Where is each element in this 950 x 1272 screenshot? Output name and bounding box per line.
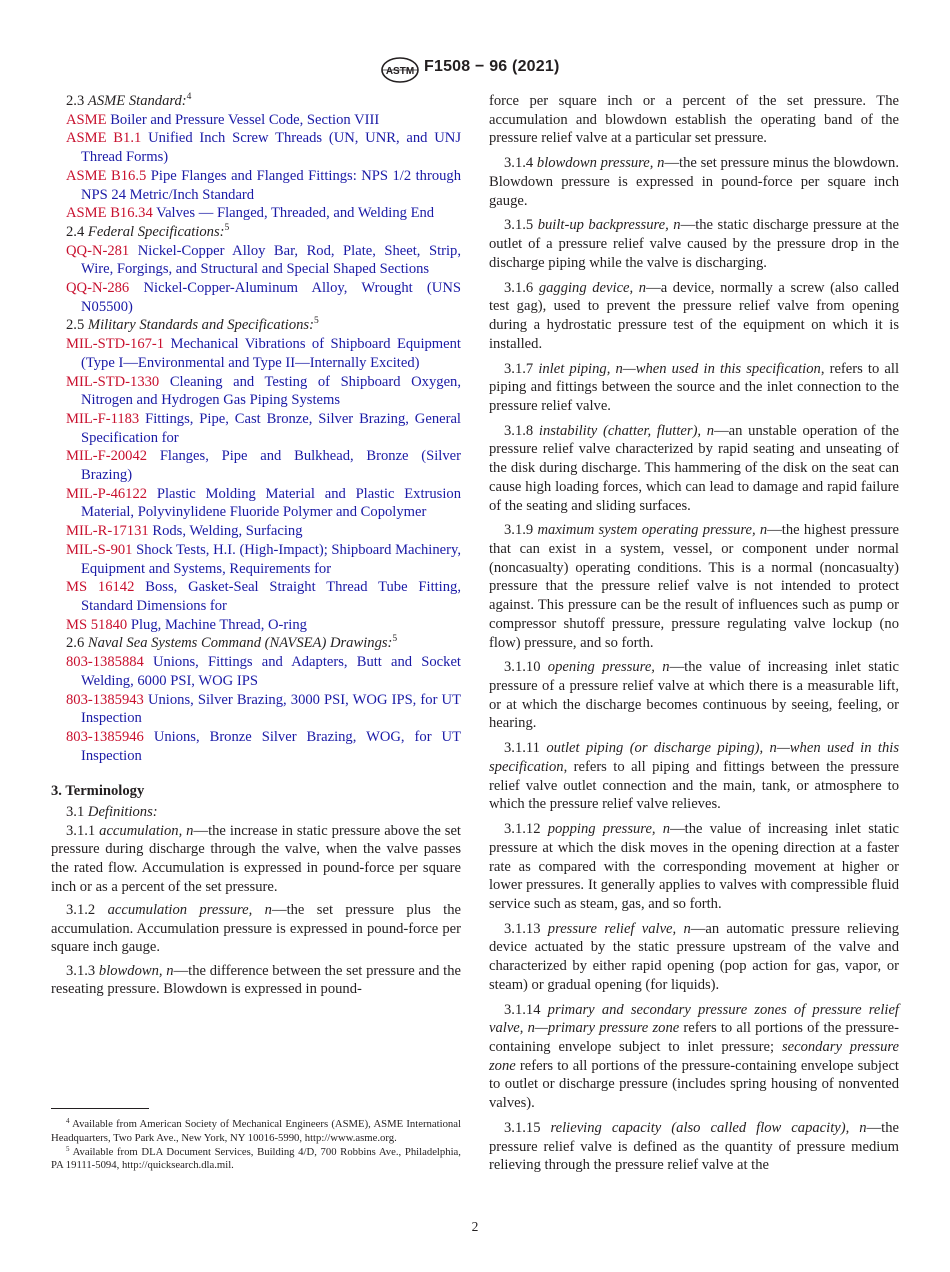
- def-3-1-9: 3.1.9 maximum system operating pressure, n—the highest pressure that can exist in a system, vessel, or component under normal (noncasualty) operating conditions. This is a normal (noncasualty) pressure that the pressure relief valve is not intended to protect against. This pressure can be the result of influences such as pump or compressor shutoff pressure, pressure regulating valve lockup (no flow) pressure, and so forth.: [489, 522, 899, 651]
- footnote-divider: [51, 1108, 149, 1109]
- ref-mil-p-46122[interactable]: MIL-P-46122 Plastic Molding Material and Plastic Extrusion Material, Polyvinylidene Fluoride Polymer and Copolymer: [66, 485, 461, 521]
- section-3-1: 3.1 Definitions:: [66, 804, 158, 821]
- def-3-1-6: 3.1.6 gagging device, n—a device, normally a screw (also called test gag), used to prevent the pressure relief valve from opening during a hydrostatic pressure test of the equipment on which it is installed.: [489, 279, 899, 352]
- ref-ms-51840[interactable]: MS 51840 Plug, Machine Thread, O-ring: [66, 616, 307, 633]
- standard-designation: F1508 − 96 (2021): [424, 58, 560, 75]
- svg-text:ASTM: ASTM: [385, 66, 415, 77]
- section-2-4: 2.4 Federal Specifications:$^5$: [66, 222, 230, 240]
- ref-mil-f-1183[interactable]: MIL-F-1183 Fittings, Pipe, Cast Bronze, Silver Brazing, General Specification for: [66, 410, 461, 446]
- footnote-4: $^4$ Available from American Society of Mechanical Engineers (ASME), ASME International Headquarters, Two Park Ave., New York, NY 10016-5990, http://www.asme.org.: [51, 1117, 461, 1144]
- def-3-1-11: 3.1.11 outlet piping (or discharge piping), n—when used in this specification, refers to all piping and fittings between the pressure relief valve outlet connection and the main, tank, or atmosphere to which the pressure relief valve relieves.: [489, 740, 899, 813]
- def-3-1-4: 3.1.4 blowdown pressure, n—the set pressure minus the blowdown. Blowdown pressure is expressed in pound-force per square inch gauge.: [489, 155, 899, 209]
- ref-803-1385943[interactable]: 803-1385943 Unions, Silver Brazing, 3000 PSI, WOG IPS, for UT Inspection: [66, 691, 461, 727]
- ref-mil-std-167-1[interactable]: MIL-STD-167-1 Mechanical Vibrations of Shipboard Equipment (Type I—Environmental and Type II—Internally Excited): [66, 336, 461, 371]
- page-number: 2: [471, 1219, 479, 1234]
- ref-mil-f-20042[interactable]: MIL-F-20042 Flanges, Pipe and Bulkhead, Bronze (Silver Brazing): [66, 448, 461, 484]
- def-3-1-3-continued: force per square inch or a percent of the set pressure. The accumulation and blowdown establish the operating band of the pressure relief valve at a particular set pressure.: [489, 93, 899, 147]
- right-column: [489, 92, 899, 1181]
- def-3-1-8: 3.1.8 instability (chatter, flutter), n—an unstable operation of the pressure relief valve characterized by rapid seating and unseating of the disk during discharge. This hammering of the disk on the seat can cause high loading forces, which can lead to damage and rapid failure of the seating and sliding surfaces.: [489, 422, 899, 514]
- ref-803-1385884[interactable]: 803-1385884 Unions, Fittings and Adapters, Butt and Socket Welding, 6000 PSI, WOG IPS: [66, 654, 461, 689]
- astm-logo-icon: [380, 57, 420, 83]
- section-2-3: 2.3 ASME Standard:$^4$: [66, 92, 192, 109]
- def-3-1-3: 3.1.3 blowdown, n—the difference between the set pressure and the reseating pressure. Blowdown is expressed in pound-: [51, 962, 462, 998]
- ref-qq-n-281[interactable]: QQ-N-281 Nickel-Copper Alloy Bar, Rod, Plate, Sheet, Strip, Wire, Forgings, and Structural and Special Shaped Sections: [66, 242, 461, 278]
- def-3-1-15: 3.1.15 relieving capacity (also called flow capacity), n—the pressure relief valve is defined as the quantity of pressure medium relieving through the pressure relief valve at the: [489, 1119, 899, 1174]
- def-3-1-14: 3.1.14 primary and secondary pressure zones of pressure relief valve, n—primary pressure zone refers to all portions of the pressure-containing envelope subject to inlet pressure; secondary pressure zone refers to all portions of the pressure-containing envelope subject to outlet or discharge pressure (includes spring housing of nonvented valves).: [489, 1001, 900, 1112]
- def-3-1-2: 3.1.2 accumulation pressure, n—the set pressure plus the accumulation. Accumulation pressure is expressed in pound-force per square inch gauge.: [51, 902, 461, 956]
- section-2-5: 2.5 Military Standards and Specifications:$^5$: [66, 316, 319, 334]
- ref-ms-16142[interactable]: MS 16142 Boss, Gasket-Seal Straight Thread Tube Fitting, Standard Dimensions for: [66, 579, 461, 614]
- ref-asme-b1-1[interactable]: ASME B1.1 Unified Inch Screw Threads (UN, UNR, and UNJ Thread Forms): [66, 130, 461, 166]
- ref-mil-s-901[interactable]: MIL-S-901 Shock Tests, H.I. (High-Impact); Shipboard Machinery, Equipment and Systems, Requirements for: [66, 541, 461, 577]
- ref-803-1385946[interactable]: 803-1385946 Unions, Bronze Silver Brazing, WOG, for UT Inspection: [66, 728, 461, 764]
- ref-asme-b16-5[interactable]: ASME B16.5 Pipe Flanges and Flanged Fittings: NPS 1/2 through NPS 24 Metric/Inch Standard: [66, 167, 462, 203]
- ref-mil-std-1330[interactable]: MIL-STD-1330 Cleaning and Testing of Shipboard Oxygen, Nitrogen and Hydrogen Gas Piping Systems: [66, 373, 461, 409]
- def-3-1-13: 3.1.13 pressure relief valve, n—an automatic pressure relieving device actuated by the static pressure upstream of the valve and characterized by either rapid opening (pop action for gas, vapor, or steam) or gradual opening (for liquids).: [489, 920, 899, 993]
- section-3-heading: 3. Terminology: [51, 783, 145, 800]
- ref-qq-n-286[interactable]: QQ-N-286 Nickel-Copper-Aluminum Alloy, Wrought (UNS N05500): [66, 280, 461, 315]
- def-3-1-7: 3.1.7 inlet piping, n—when used in this specification, refers to all piping and fittings between the source and the inlet connection to the pressure relief valve.: [489, 360, 899, 414]
- ref-asme-b16-34[interactable]: ASME B16.34 Valves — Flanged, Threaded, and Welding End: [66, 205, 435, 222]
- page-header: [0, 56, 950, 82]
- def-3-1-5: 3.1.5 built-up backpressure, n—the static discharge pressure at the outlet of a pressure relief valve caused by the pressure drop in the discharge piping while the valve is discharging.: [489, 217, 899, 271]
- ref-mil-r-17131[interactable]: MIL-R-17131 Rods, Welding, Surfacing: [66, 523, 303, 540]
- footnote-5: $^5$ Available from DLA Document Services, Building 4/D, 700 Robbins Ave., Philadelphia, PA 19111-5094, http://quicksearch.dla.mil.: [51, 1144, 461, 1172]
- footnotes: [51, 1118, 461, 1173]
- def-3-1-1: 3.1.1 accumulation, n—the increase in static pressure above the set pressure during discharge through the valve, when the valve passes the rated flow. Accumulation is expressed in pound-force per square inch or as a percent of the set pressure.: [51, 822, 461, 895]
- ref-asme-bpvc[interactable]: ASME Boiler and Pressure Vessel Code, Section VIII: [66, 111, 380, 128]
- section-2-6: 2.6 Naval Sea Systems Command (NAVSEA) Drawings:$^5$: [66, 634, 398, 652]
- def-3-1-10: 3.1.10 opening pressure, n—the value of increasing inlet static pressure of a pressure relief valve at which there is a measurable lift, or at which the discharge becomes continuous by seeing, feeling, or hearing.: [489, 659, 899, 732]
- def-3-1-12: 3.1.12 popping pressure, n—the value of increasing inlet static pressure at which the disk moves in the opening direction at a faster rate as compared with the corresponding movement at higher or lower pressures. It generally applies to valves with compressible fluid service such as steam, gas, and so forth.: [489, 821, 899, 912]
- left-column: [51, 92, 461, 1004]
